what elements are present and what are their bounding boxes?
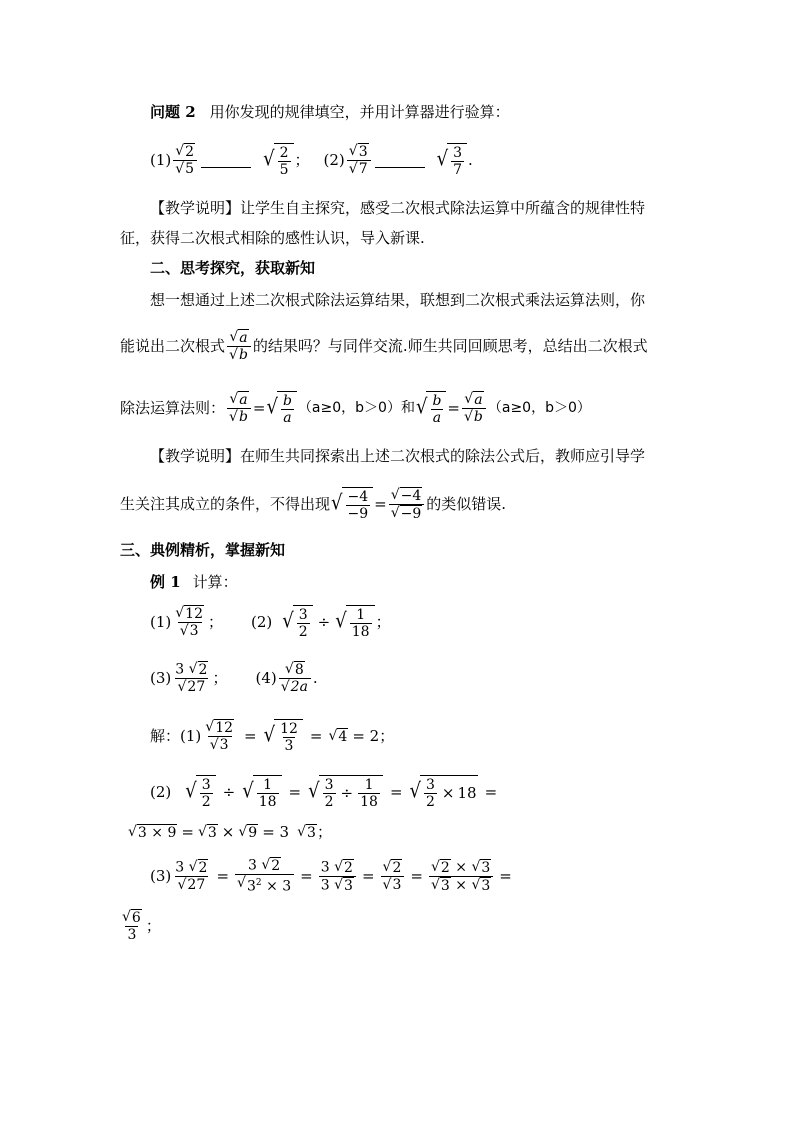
rule-rhs-1: √ $\frac{b}{a}$ <box>266 391 296 426</box>
example-1-items-1-2: (1) √ 12 √ 3 ； (2) √ $\frac{3}{2}$ ÷ √ $\frac{1}{18}$ ； <box>150 605 391 640</box>
ex1-item2-sqrt-1-over-18: √ $\frac{1}{18}$ <box>335 605 374 640</box>
answer-blank-2[interactable] <box>375 153 425 168</box>
teaching-note-2-line-2: 生关注其成立的条件，不得出现 √ $\frac{-4}{-9}$ = √ −4 √ −9 的类似错误. <box>120 486 507 522</box>
teaching-note-2-line-1: 【教学说明】在师生共同探索出上述二次根式的除法公式后，教师应引导学 <box>150 447 646 465</box>
solution-3-line-2: √ 6 3 ； <box>122 909 161 943</box>
sqrt-2-over-5: √ $\frac{2}{5}$ <box>263 143 293 178</box>
solution-label: 解： <box>150 727 181 745</box>
paragraph-1-line-1: 想一想通过上述二次根式除法运算结果，联想到二次根式乘法运算法则，你 <box>150 291 646 309</box>
teaching-note-1-line-2: 征，获得二次根式相除的感性认识，导入新课. <box>120 229 425 247</box>
fraction-sqrt-a-over-sqrt-b: √ a √ b <box>227 329 251 363</box>
answer-blank-1[interactable] <box>201 153 251 168</box>
ex1-item3-expr: 3 √ 2 √ 27 <box>175 661 208 695</box>
item-1-label: (1) <box>150 151 172 169</box>
ex1-item2-sqrt-3-over-2: √ $\frac{3}{2}$ <box>282 605 312 640</box>
paragraph-1-line-2: 能说出二次根式 √ a √ b 的结果吗？与同伴交流.师生共同回顾思考，总结出二次根式 <box>120 329 648 363</box>
question-2-line <box>0 102 794 122</box>
teaching-note-1-line-1: 【教学说明】让学生自主探究，感受二次根式除法运算中所蕴含的规律性特 <box>150 199 646 217</box>
ex1-item1-expr: √ 12 √ 3 <box>175 605 203 639</box>
wrong-example-lhs: √ $\frac{-4}{-9}$ <box>331 487 373 522</box>
question-2-text: 用你发现的规律填空，并用计算器进行验算： <box>209 103 510 121</box>
division-rule-line: 除法运算法则： √ a √ b = √ $\frac{b}{a}$ （a≥0，b＞0）和 √ $\frac{b}{a}$ = √ a √ b （a≥0，b＞0） <box>120 391 591 426</box>
question-2-label: 问题 2 <box>150 103 196 121</box>
sqrt-3-over-7: √ $\frac{3}{7}$ <box>437 143 467 178</box>
section-2-heading: 二、思考探究，获取新知 <box>150 259 316 277</box>
rule-rhs-2: √ a √ b <box>462 391 486 425</box>
solution-2-line-2: √ 3 × 9 = √ 3 × √ 9 = 3 √ 3 ； <box>128 823 332 841</box>
example-1-line: 例 1 计算： <box>150 573 238 591</box>
fraction-sqrt3-over-sqrt7: √ 3 √ 7 <box>347 143 371 177</box>
section-3-heading: 三、典例精析，掌握新知 <box>120 541 286 559</box>
rule-condition-2: （a≥0，b＞0） <box>487 400 591 416</box>
wrong-example-rhs: √ −4 √ −9 <box>389 487 425 522</box>
rule-condition-1: （a≥0，b＞0）和 <box>297 400 415 416</box>
question-2-items: (1) √ 2 √ 5 √ $\frac{2}{5}$ ； (2) √ 3 √ 7 √ $\frac{3}{7}$ . <box>150 143 473 178</box>
example-1-label: 例 1 <box>150 573 181 591</box>
solution-1: 解： (1) √ 12 √ 3 = √ $\frac{12}{3}$ = √ 4 = 2； <box>150 719 395 754</box>
rule-lhs-2: √ $\frac{b}{a}$ <box>416 391 446 426</box>
fraction-sqrt2-over-sqrt5: √ 2 √ 5 <box>173 143 197 177</box>
ex1-item4-expr: √ 8 √ 2a <box>279 661 311 695</box>
rule-lhs-1: √ a √ b <box>227 391 251 425</box>
example-1-items-3-4: (3) 3 √ 2 √ 27 ； (4) √ 8 √ 2a . <box>150 661 318 695</box>
solution-2-line-1: (2) √ $\frac{3}{2}$ ÷ √ $\frac{1}{18}$ = √ $\frac{3}{2}$ ÷ $\frac{1}{18}$ = √ $\frac{3}{2}$ × 18 = <box>150 776 498 810</box>
solution-3-line-1: (3) 3 √ 2 √ 27 = 3 √ 2 √ $3^2 \times 3$ = 3 √ 2 3 √ 3 = √ 2 √ 3 = √ 2 × √ 3 √ 3 × √ 3 = <box>150 857 512 895</box>
item-2-label: (2) <box>323 151 345 169</box>
